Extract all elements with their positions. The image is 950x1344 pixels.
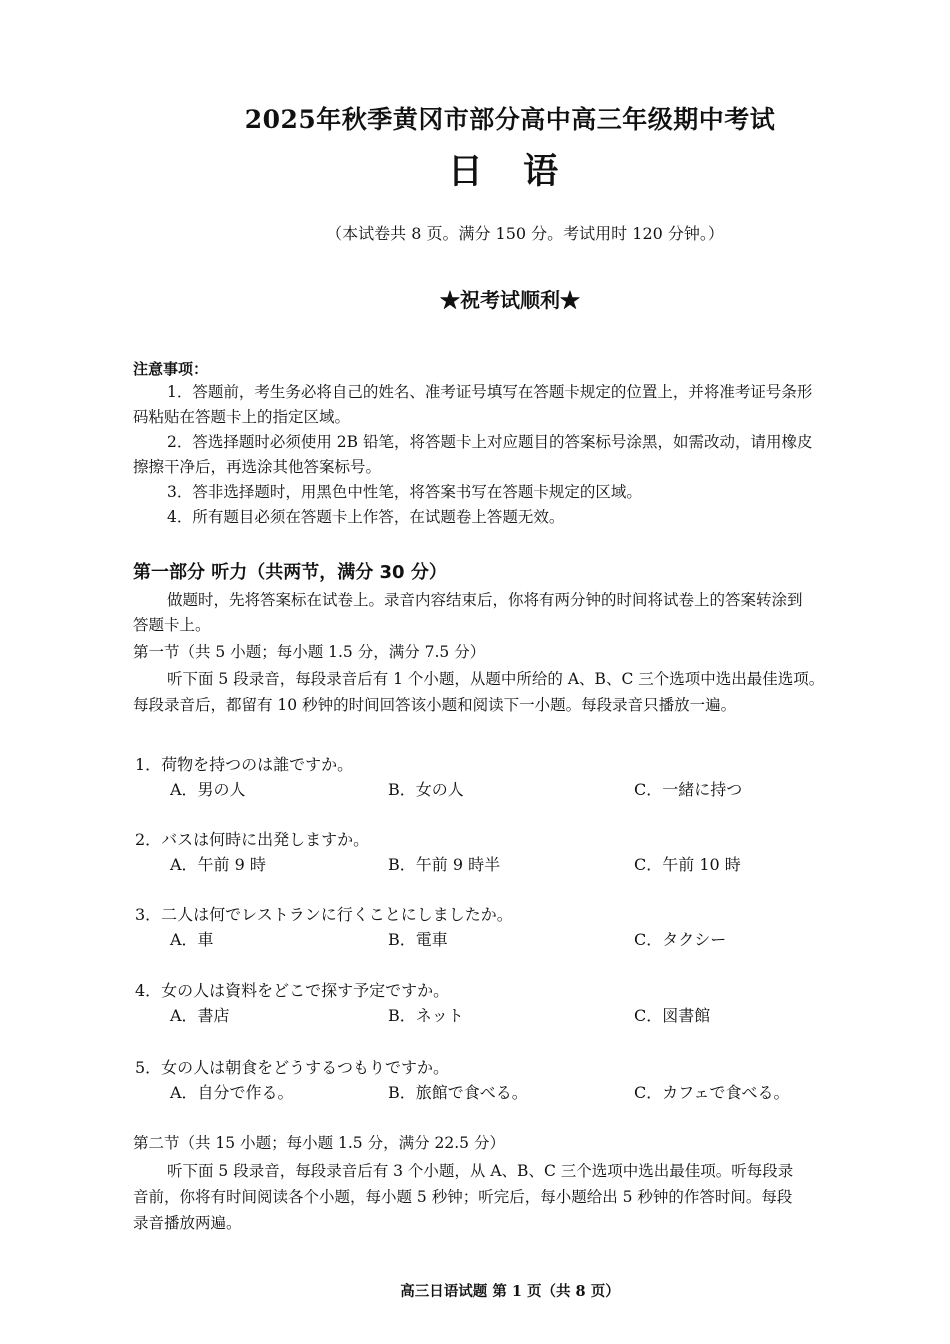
exam-info: （本试卷共 8 页。满分 150 分。考试用时 120 分钟。） [326, 224, 724, 243]
question-5-option-a: A．自分で作る。 [170, 1083, 294, 1102]
section2-title: 第二节（共 15 小题；每小题 1.5 分，满分 22.5 分） [133, 1134, 505, 1152]
section2-instruction-line-3: 录音播放两遍。 [133, 1214, 242, 1232]
question-2-option-b: B．午前 9 時半 [388, 855, 501, 874]
notice-item-4: 4．所有题目必须在答题卡上作答，在试题卷上答题无效。 [167, 508, 565, 526]
question-1-stem: 1．荷物を持つのは誰ですか。 [135, 755, 354, 774]
exam-title: 2025年秋季黄冈市部分高中高三年级期中考试 [244, 105, 776, 134]
question-2-option-a: A．午前 9 時 [170, 855, 266, 874]
question-5-option-b: B．旅館で食べる。 [388, 1083, 528, 1102]
question-3-option-a: A．車 [170, 930, 214, 949]
part1-intro-line-2: 答题卡上。 [133, 616, 211, 634]
question-1-option-c: C．一緒に持つ [634, 780, 743, 799]
question-4-option-a: A．書店 [170, 1006, 230, 1025]
question-1-option-b: B．女の人 [388, 780, 464, 799]
question-5-stem: 5．女の人は朝食をどうするつもりですか。 [135, 1058, 450, 1077]
question-4-option-b: B．ネット [388, 1006, 464, 1025]
part1-title: 第一部分 听力（共两节，满分 30 分） [133, 562, 447, 583]
notice-title: 注意事项： [133, 360, 209, 378]
section1-instruction-line-1: 听下面 5 段录音，每段录音后有 1 个小题，从题中所给的 A、B、C 三个选项中选出最佳选项。 [167, 670, 825, 688]
question-4-stem: 4．女の人は資料をどこで探す予定ですか。 [135, 981, 450, 1000]
page-footer: 高三日语试题 第 1 页（共 8 页） [400, 1283, 620, 1300]
question-5-option-c: C．カフェで食べる。 [634, 1083, 790, 1102]
question-2-option-c: C．午前 10 時 [634, 855, 741, 874]
question-3-option-c: C．タクシー [634, 930, 727, 949]
question-2-stem: 2．バスは何時に出発しますか。 [135, 830, 370, 849]
question-3-option-b: B．電車 [388, 930, 448, 949]
notice-item-1: 1．答题前，考生务必将自己的姓名、准考证号填写在答题卡规定的位置上，并将准考证号条形 [167, 383, 813, 401]
question-3-stem: 3．二人は何でレストランに行くことにしましたか。 [135, 905, 513, 924]
notice-item-2-cont: 擦擦干净后，再选涂其他答案标号。 [133, 458, 382, 476]
question-1-option-a: A．男の人 [170, 780, 246, 799]
notice-item-2: 2．答选择题时必须使用 2B 铅笔，将答题卡上对应题目的答案标号涂黑，如需改动，请用橡皮 [167, 433, 813, 451]
section2-instruction-line-1: 听下面 5 段录音，每段录音后有 3 个小题，从 A、B、C 三个选项中选出最佳项。听每段录 [167, 1162, 794, 1180]
subject-title: 日 语 [447, 151, 573, 192]
section1-instruction-line-2: 每段录音后，都留有 10 秒钟的时间回答该小题和阅读下一小题。每段录音只播放一遍。 [133, 696, 737, 714]
section2-instruction-line-2: 音前，你将有时间阅读各个小题，每小题 5 秒钟；听完后，每小题给出 5 秒钟的作答时间。每段 [133, 1188, 793, 1206]
notice-item-3: 3．答非选择题时，用黑色中性笔，将答案书写在答题卡规定的区域。 [167, 483, 642, 501]
blessing: ★祝考试顺利★ [440, 288, 580, 312]
question-4-option-c: C．図書館 [634, 1006, 711, 1025]
section1-title: 第一节（共 5 小题；每小题 1.5 分，满分 7.5 分） [133, 643, 486, 661]
notice-item-1-cont: 码粘贴在答题卡上的指定区域。 [133, 408, 351, 426]
part1-intro-line-1: 做题时，先将答案标在试卷上。录音内容结束后，你将有两分钟的时间将试卷上的答案转涂到 [167, 591, 803, 609]
